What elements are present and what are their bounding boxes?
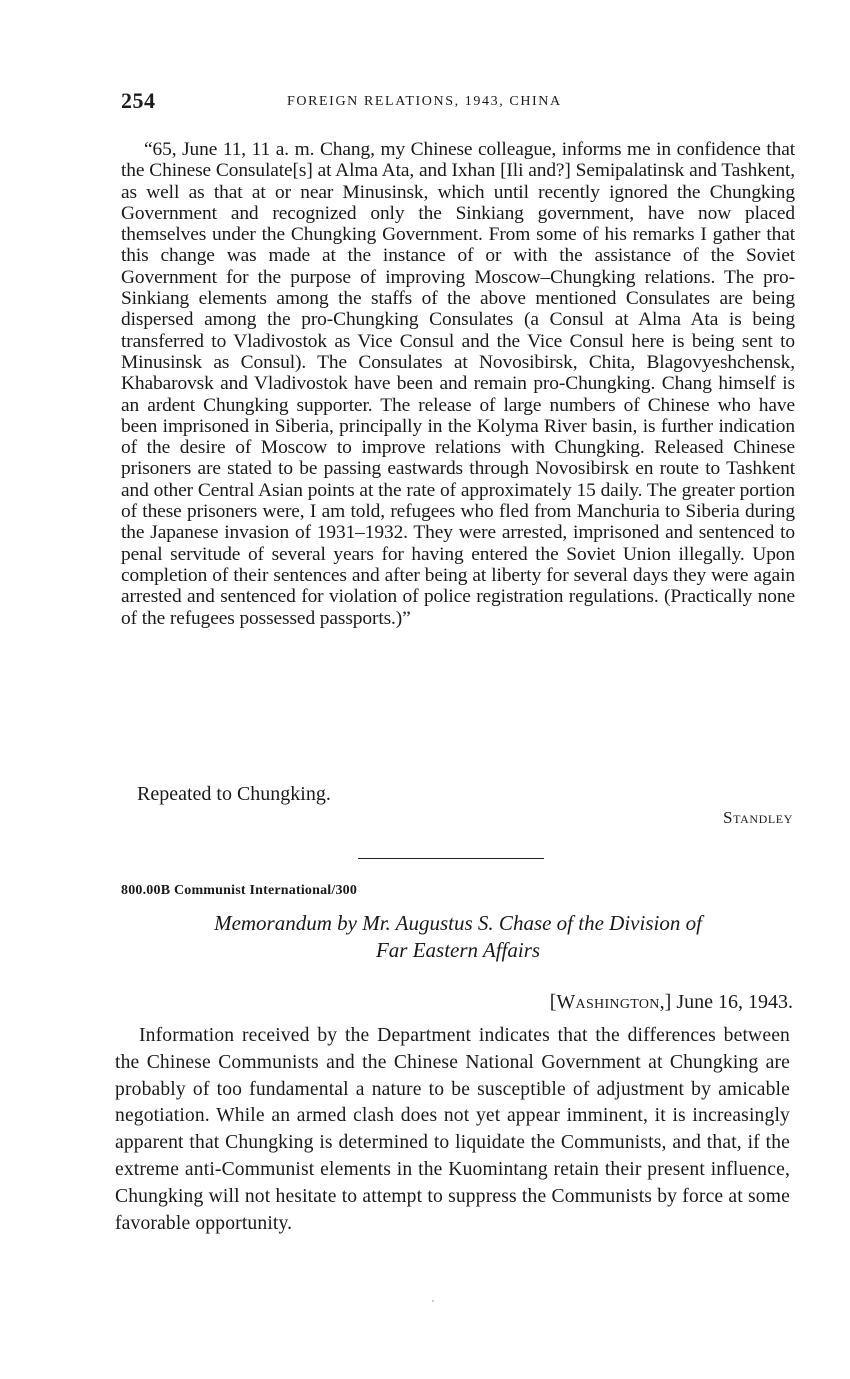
telegram-quote xyxy=(121,139,795,629)
memo-title-line-2: Far Eastern Affairs xyxy=(375,938,541,962)
memo-body xyxy=(115,1023,790,1237)
page-header xyxy=(121,88,801,118)
telegram-body: “65, June 11, 11 a. m. Chang, my Chinese colleague, informs me in confidence that the Chinese Consulate[s] at Alma Ata, and Ixhan [Ili and?] Semipalatinsk and Tashkent, as well as that at or near Minusinsk, which until recently ignored the Chungking Government and recognized only the Sinkiang government, have now placed themselves under the Chungking Government. From some of his remarks I gather that this change was made at the instance of or with the assistance of the Soviet Government for the purpose of improving Moscow–Chungking relations. The pro-Sinkiang elements among the staffs of the above mentioned Consulates are being dispersed among the pro-Chungking Consulates (a Consul at Alma Ata is being transferred to Vladivostok as Vice Consul and the Vice Consul here is being sent to Minusinsk as Consul). The Consulates at Novosibirsk, Chita, Blagovyeshchensk, Khabarovsk and Vladivostok have been and remain pro-Chungking. Chang himself is an ardent Chungking supporter. The release of large numbers of Chinese who have been imprisoned in Siberia, principally in the Kolyma River basin, is further indication of the desire of Moscow to improve relations with Chungking. Released Chinese prisoners are stated to be passing eastwards through Novosibirsk en route to Tashkent and other Central Asian points at the rate of approximately 15 daily. The greater portion of these prisoners were, I am told, refugees who fled from Manchuria to Siberia during the Japanese invasion of 1931–1932. They were arrested, imprisoned and sentenced to penal servitude of several years for having entered the Soviet Union illegally. Upon completion of their sentences and after being at liberty for several days they were again arrested and sentenced for violation of police registration regulations. (Practically none of the refugees possessed passports.)” xyxy=(121,139,795,629)
repeated-note: Repeated to Chungking. xyxy=(137,783,331,805)
memo-paragraph: Information received by the Department indicates that the differences between the Chinese Communists and the Chinese National Government at Chungking are probably of too fundamental a nature to be susceptible of adjustment by amicable negotiation. While an armed clash does not yet appear imminent, it is increasingly apparent that Chungking is determined to liquidate the Communists, and that, if the extreme anti-Communist elements in the Kuomintang retain their present influence, Chungking will not hesitate to attempt to suppress the Communists by force at some favorable opportunity. xyxy=(115,1025,790,1234)
page-number: 254 xyxy=(121,88,156,113)
section-divider xyxy=(358,858,544,859)
file-reference: 800.00B Communist International/300 xyxy=(121,883,358,898)
memo-title xyxy=(121,910,795,964)
memo-date xyxy=(550,991,793,1014)
date-place: Washington xyxy=(556,991,660,1013)
memo-title-line-1: Memorandum by Mr. Augustus S. Chase of the Division of xyxy=(214,911,702,935)
running-head: FOREIGN RELATIONS, 1943, CHINA xyxy=(287,94,562,109)
signature: Standley xyxy=(723,808,793,827)
date-bracket-open: [ xyxy=(549,991,557,1013)
date-bracket-close: ,] xyxy=(659,991,672,1013)
date-value: June 16, 1943. xyxy=(671,991,793,1013)
print-speck xyxy=(432,1300,434,1302)
